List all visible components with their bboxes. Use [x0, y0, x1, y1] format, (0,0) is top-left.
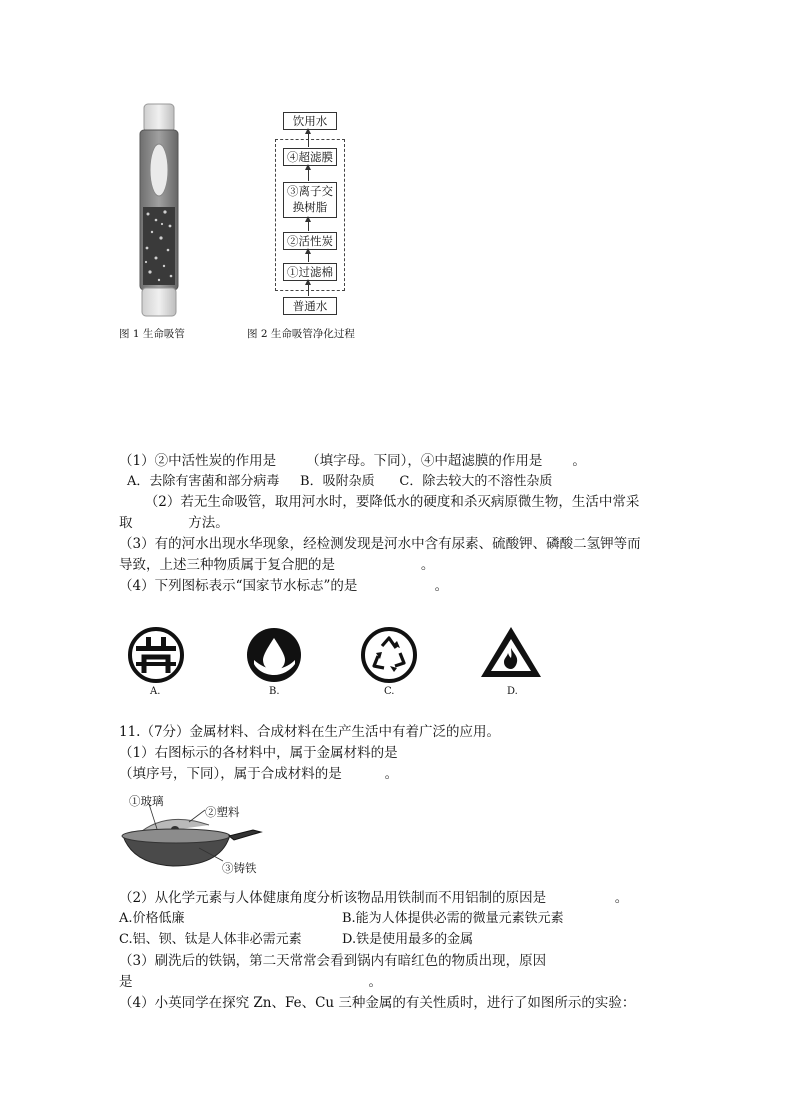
flow-step-ultrafiltration: ④超滤膜: [283, 148, 337, 166]
flow-arrow: [308, 280, 309, 296]
flow-arrow: [308, 249, 309, 262]
flow-arrow: [308, 129, 309, 147]
pan-label-glass: ①玻璃: [129, 794, 164, 808]
fig2-caption: 图 2 生命吸管净化过程: [247, 328, 355, 340]
flow-step-ion-exchange: ③离子交 换树脂: [283, 182, 337, 218]
pan-label-plastic: ②塑料: [205, 805, 240, 819]
flammable-warning-icon: [478, 624, 544, 684]
q11-part1-line1: （1）右图标示的各材料中，属于金属材料的是: [119, 745, 398, 761]
q10-part1-options: A．去除有害菌和部分病毒 B．吸附杂质 C．除去较大的不溶性杂质: [127, 474, 553, 489]
flow-arrow: [308, 217, 309, 231]
recycle-icon: [360, 626, 418, 688]
flow-step-ordinary-water: 普通水: [283, 297, 337, 315]
q11-part3-line1: （3）刷洗后的铁锅，第二天常常会看到锅内有暗红色的物质出现，原因: [119, 953, 547, 969]
water-drop-icon: [245, 626, 303, 688]
life-straw-image: [134, 102, 184, 320]
q10-part2-line1: （2）若无生命吸管，取用河水时，要降低水的硬度和杀灭病原微生物，生活中常采: [119, 494, 640, 510]
q11-part1-line2: （填序号，下同），属于合成材料的是 。: [119, 766, 399, 782]
q10-part2-line2: 取 方法。: [119, 515, 229, 531]
q11-part2-option-a: A.价格低廉: [119, 911, 185, 926]
flow-step-filter-cotton: ①过滤棉: [283, 263, 337, 281]
sign-label-c: C.: [384, 686, 395, 697]
q11-title: 11.（7分）金属材料、合成材料在生产生活中有着广泛的应用。: [119, 724, 501, 740]
sign-label-a: A.: [150, 686, 161, 697]
q11-part2: （2）从化学元素与人体健康角度分析该物品用铁制而不用铝制的原因是 。: [119, 890, 629, 906]
q10-part4: （4）下列图标表示“国家节水标志”的是 。: [119, 578, 449, 594]
fig1-caption: 图 1 生命吸管: [119, 328, 185, 340]
sign-label-b: B.: [269, 686, 280, 697]
flow-step-activated-carbon: ②活性炭: [283, 232, 337, 250]
q11-part2-option-d: D.铁是使用最多的金属: [342, 932, 474, 947]
q10-part3-line2: 导致，上述三种物质属于复合肥的是 。: [119, 557, 435, 573]
q11-part2-option-b: B.能为人体提供必需的微量元素铁元素: [342, 911, 564, 926]
q10-part1: （1）②中活性炭的作用是 （填字母。下同），④中超滤膜的作用是 。: [119, 453, 586, 469]
flow-arrow: [308, 165, 309, 181]
flow-step-drinking-water: 饮用水: [283, 112, 337, 130]
sign-label-d: D.: [507, 686, 518, 697]
pan-label-iron: ③铸铁: [222, 861, 257, 875]
q11-part3-line2: 是 。: [119, 974, 383, 990]
q10-part3-line1: （3）有的河水出现水华现象，经检测发现是河水中含有尿素、硫酸钾、磷酸二氢钾等而: [119, 536, 641, 552]
water-saving-icon: [127, 626, 185, 688]
q11-part2-option-c: C.铝、钡、钛是人体非必需元素: [119, 932, 302, 947]
q11-part4: （4）小英同学在探究 Zn、Fe、Cu 三种金属的有关性质时，进行了如图所示的实验：: [119, 995, 636, 1011]
